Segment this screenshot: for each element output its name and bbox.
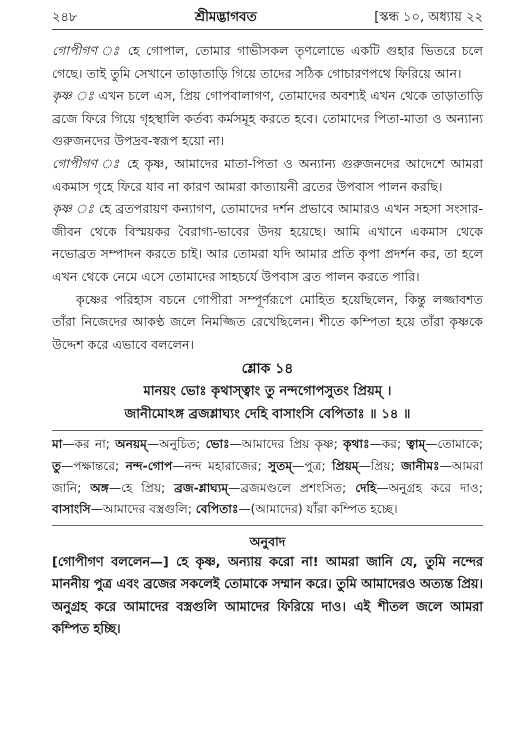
wbw-term: তু: [52, 458, 62, 473]
wbw-term: সুতম্: [268, 458, 293, 473]
speaker-label: কৃষ্ণ ঃ: [52, 201, 95, 217]
wbw-term: নন্দ-গোপ: [125, 458, 173, 473]
wbw-meaning: আমাদের প্রিয় কৃষ্ণ;: [241, 437, 338, 452]
chapter-reference: [স্কন্ধ ১০, অধ্যায় ২২: [374, 10, 483, 25]
wbw-meaning: হে প্রিয়;: [121, 480, 166, 495]
paragraph-text: কৃষ্ণের পরিহাস বচনে গোপীরা সম্পূর্ণরূপে মোহিত হয়েছিলেন, কিন্তু লজ্জাবশত তাঁরা নিজেদের আকণ্ঠ জলে নিমজ্জিত রেখেছিলেন। শীতে কম্পিতা হয়ে তাঁরা কৃষ্ণকে উদ্দেশ করে এভাবে বললেন।: [52, 291, 483, 352]
verse-title: শ্লোক ১৪: [241, 361, 294, 378]
wbw-meaning: পক্ষান্তরে;: [73, 458, 120, 473]
purport-section: [52, 40, 483, 356]
page-number: ২৪৮: [52, 10, 78, 25]
purport-paragraph: [52, 85, 483, 153]
word-for-word: মা—কর না; অনয়ম্—অনুচিত; ভোঃ—আমাদের প্রিয় কৃষ্ণ; কৃথাঃ—কর; ত্বাম্—তোমাকে; তু—পক্ষান্তরে; নন্দ-গোপ—নন্দ মহারাজের; সুতম্—পুত্র; প্রিয়ম্—প্রিয়; জানীমঃ—আমরা জানি; অঙ্গ—হে প্রিয়; ব্রজ-শ্লাঘ্যম্—ব্রজমণ্ডলে প্রশংসিত; দেহি—অনুগ্রহ করে দাও; বাসাংসি—আমাদের বস্ত্রগুলি; বেপিতাঃ—(আমাদের) যাঁরা কম্পিত হচ্ছে।: [52, 437, 484, 517]
wbw-term: জানীমঃ: [401, 458, 440, 473]
wbw-meaning: কর;: [381, 437, 402, 452]
wbw-term: বাসাংসি: [52, 502, 91, 517]
paragraph-text: এখন চলে এস, প্রিয় গোপবালাগণ, তোমাদের অবশ্যই এখন থেকে তাড়াতাড়ি ব্রজে ফিরে গিয়ে গৃহস্থালি কর্তব্য কর্মসমূহ করতে হবে। তোমাদের পিতা-মাতা ও অন্যান্য গুরুজনদের উপদ্রব-স্বরূপ হয়ো না।: [52, 88, 483, 149]
wbw-term: প্রিয়ম্: [332, 458, 359, 473]
book-title: শ্রীমদ্ভাগবত: [194, 9, 257, 25]
wbw-meaning: পুত্র;: [304, 458, 326, 473]
wbw-term: অনয়ম্: [115, 437, 147, 452]
wbw-meaning: আমাদের বস্ত্রগুলি;: [102, 502, 192, 517]
wbw-term: দেহি: [355, 480, 377, 495]
wbw-meaning: আমরা জানি;: [52, 458, 484, 495]
purport-paragraph: [52, 198, 483, 288]
purport-paragraph: [52, 153, 483, 198]
wbw-meaning: অনুচিত;: [159, 437, 201, 452]
purport-paragraph: [52, 289, 483, 357]
page-header: [52, 8, 483, 30]
verse-line: জানীমোঽঙ্গ ব্রজশ্লাঘ্যং দেহি বাসাংসি বেপিতাঃ ॥ ১৪ ॥: [124, 407, 411, 423]
wbw-meaning: অনুগ্রহ করে দাও;: [388, 480, 483, 495]
wbw-meaning: প্রিয়;: [370, 458, 395, 473]
wbw-meaning: নন্দ মহারাজের;: [184, 458, 262, 473]
wbw-meaning: (আমাদের) যাঁরা কম্পিত হচ্ছে।: [250, 502, 398, 517]
translation-text: [গোপীগণ বললেন—] হে কৃষ্ণ, অন্যায় করো না! আমরা জানি যে, তুমি নন্দের মাননীয় পুত্র এবং ব্রজের সকলেই তোমাকে সম্মান করে। তুমি আমাদেরও অত্যন্ত প্রিয়। অনুগ্রহ করে আমাদের বস্ত্রগুলি আমাদের ফিরিয়ে দাও। এই শীতল জলে আমরা কম্পিত হচ্ছি।: [52, 554, 483, 638]
paragraph-text: হে কৃষ্ণ, আমাদের মাতা-পিতা ও অন্যান্য গুরুজনদের আদেশে আমরা একমাস গৃহে ফিরে যাব না কারণ আমরা কাত্যায়নী ব্রতের উপবাস পালন করছি।: [52, 155, 483, 194]
wbw-term: বেপিতাঃ: [195, 502, 239, 517]
wbw-meaning: কর না;: [74, 437, 110, 452]
divider: [52, 430, 483, 431]
wbw-term: কৃথাঃ: [343, 437, 370, 452]
wbw-meaning: তোমাকে;: [437, 437, 483, 452]
wbw-meaning: ব্রজমণ্ডলে প্রশংসিত;: [240, 480, 347, 495]
divider: [52, 525, 483, 526]
paragraph-text: হে ব্রতপরায়ণ কন্যাগণ, তোমাদের দর্শন প্রভাবে আমারও এখন সহসা সংসার-জীবন থেকে বিস্ময়কর বৈরাগ্য-ভাবের উদয় হয়েছে। আমি এখানে একমাস থেকে নভোব্রত সম্পাদন করতে চাই। আর তোমরা যদি আমার প্রতি কৃপা প্রদর্শন কর, তা হলে এখন থেকে নেমে এসে তোমাদের সাহচর্যে উপবাস ব্রত পালন করতে পারি।: [52, 201, 483, 284]
wbw-term: মা: [52, 437, 63, 452]
speaker-label: গোপীগণ ঃ: [52, 43, 122, 58]
paragraph-text: হে গোপাল, তোমার গাভীসকল তৃণলোভে একটি গুহার ভিতরে চলে গেছে। তাই তুমি সেখানে তাড়াতাড়ি গিয়ে তাদের সঠিক গোচারণপথে ফিরিয়ে আন।: [52, 43, 484, 81]
speaker-label: কৃষ্ণ ঃ: [52, 88, 95, 104]
speaker-label: গোপীগণ ঃ: [52, 155, 121, 171]
wbw-term: ব্রজ-শ্লাঘ্যম্: [174, 480, 229, 495]
verse-line: মানয়ং ভোঃ কৃথাস্ত্বাং তু নন্দগোপসুতং প্রিয়ম্ ।: [143, 384, 392, 400]
translation-title: অনুবাদ: [249, 533, 286, 549]
wbw-term: ত্বাম্: [406, 437, 426, 452]
wbw-term: ভোঃ: [205, 437, 230, 452]
purport-paragraph: [52, 40, 483, 85]
wbw-term: অঙ্গ: [90, 480, 109, 495]
